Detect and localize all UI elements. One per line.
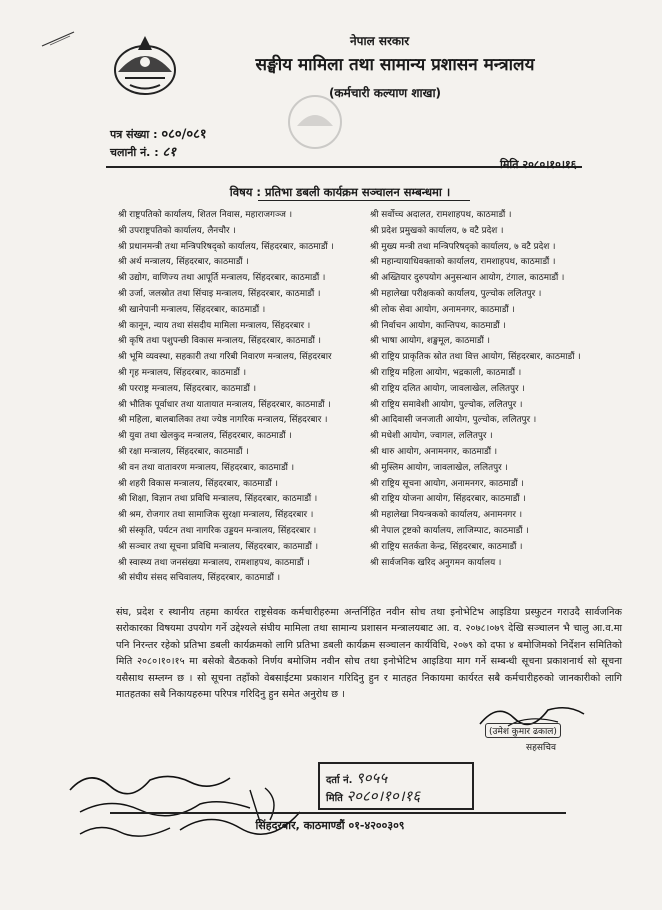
recipient-item: श्री श्रम, रोजगार तथा सामाजिक सुरक्षा मन्त्रालय, सिंहदरबार । <box>118 510 314 521</box>
signatory-title: सहसचिव <box>526 743 556 753</box>
registry-date-value: २०८०।१०।१६ <box>346 787 421 805</box>
subject-line: विषय : प्रतिभा डबली कार्यक्रम सञ्चालन सम्बन्धमा । <box>229 185 451 199</box>
recipient-item: श्री महान्यायाधिवक्ताको कार्यालय, रामशाहपथ, काठमाडौं । <box>370 257 556 268</box>
registry-stamp <box>318 762 474 810</box>
subject-underline <box>258 200 470 201</box>
recipient-item: श्री भूमि व्यवस्था, सहकारी तथा गरिबी निवारण मन्त्रालय, सिंहदरबार <box>118 352 332 363</box>
recipient-item: श्री रक्षा मन्त्रालय, सिंहदरबार, काठमाडौं । <box>118 446 249 457</box>
recipient-item: श्री थारु आयोग, अनामनगर, काठमाडौं । <box>370 446 498 457</box>
section-name: (कर्मचारी कल्याण शाखा) <box>328 86 442 100</box>
letter-number-value: ०८०/०८१ <box>161 127 207 142</box>
recipient-item: श्री अख्तियार दुरुपयोग अनुसन्धान आयोग, टंगाल, काठमाडौं । <box>370 273 565 284</box>
recipient-item: श्री संस्कृति, पर्यटन तथा नागरिक उड्डयन मन्त्रालय, सिंहदरबार । <box>118 525 317 536</box>
signatory-name: (उमेश कुमार ढकाल) <box>485 723 561 738</box>
recipient-item: श्री भौतिक पूर्वाधार तथा यातायात मन्त्रालय, सिंहदरबार, काठमाडौं । <box>118 399 331 410</box>
recipient-item: श्री कानून, न्याय तथा संसदीय मामिला मन्त्रालय, सिंहदरबार । <box>118 320 311 331</box>
recipient-item: श्री नेपाल ट्रष्टको कार्यालय, लाजिम्पाट, काठमाडौं । <box>370 525 529 536</box>
recipient-item: श्री महालेखा नियन्त्रकको कार्यालय, अनामनगर । <box>370 510 523 521</box>
recipient-item: श्री राष्ट्रिय सूचना आयोग, अनामनगर, काठमाडौं । <box>370 478 524 489</box>
registry-number-label: दर्ता नं. <box>326 775 353 786</box>
ministry-name: सङ्घीय मामिला तथा सामान्य प्रशासन मन्त्रालय <box>255 55 535 75</box>
recipient-item: श्री लोक सेवा आयोग, अनामनगर, काठमाडौं । <box>370 304 515 315</box>
recipient-item: श्री शहरी विकास मन्त्रालय, सिंहदरबार, काठमाडौं । <box>118 478 278 489</box>
registry-date-label: मिति <box>326 793 343 804</box>
faded-seal-icon <box>285 92 345 152</box>
recipient-item: श्री संघीय संसद सचिवालय, सिंहदरबार, काठमाडौं । <box>118 573 281 584</box>
recipient-item: श्री युवा तथा खेलकुद मन्त्रालय, सिंहदरबार, काठमाडौं । <box>118 431 292 442</box>
recipient-item: श्री मुस्लिम आयोग, जावलाखेल, ललितपुर । <box>370 462 508 473</box>
recipient-item: श्री भाषा आयोग, शङ्खमूल, काठमाडौं । <box>370 336 491 347</box>
recipient-item: श्री प्रदेश प्रमुखको कार्यालय, ७ वटै प्रदेश । <box>370 225 504 236</box>
recipient-item: श्री सञ्चार तथा सूचना प्रविधि मन्त्रालय, सिंहदरबार, काठमाडौं । <box>118 541 319 552</box>
footer-divider <box>110 812 566 814</box>
recipient-item: श्री उद्योग, वाणिज्य तथा आपूर्ति मन्त्रालय, सिंहदरबार, काठमाडौं । <box>118 273 326 284</box>
recipient-item: श्री राष्ट्रिय सतर्कता केन्द्र, सिंहदरबार, काठमाडौं । <box>370 541 523 552</box>
recipient-item: श्री अर्थ मन्त्रालय, सिंहदरबार, काठमाडौं । <box>118 257 249 268</box>
recipient-item: श्री राष्ट्रपतिको कार्यालय, शितल निवास, महाराजगञ्ज । <box>118 210 293 220</box>
recipient-item: श्री उर्जा, जलस्रोत तथा सिंचाइ मन्त्रालय, सिंहदरबार, काठमाडौं । <box>118 288 321 299</box>
recipient-item: श्री राष्ट्रिय महिला आयोग, भद्रकाली, काठमाडौं । <box>370 367 522 378</box>
recipient-item: श्री प्रधानमन्त्री तथा मन्त्रिपरिषद्को कार्यालय, सिंहदरबार, काठमाडौं । <box>118 241 334 252</box>
pen-mark-icon <box>40 30 76 48</box>
letter-date: मिति २०८०।१०।१६ <box>500 158 577 171</box>
recipient-item: श्री स्वास्थ्य तथा जनसंख्या मन्त्रालय, रामशाहपथ, काठमाडौं । <box>118 557 310 568</box>
government-name: नेपाल सरकार <box>350 34 410 48</box>
letter-number-label: पत्र संख्या : <box>110 128 158 141</box>
recipient-item: श्री महालेखा परीक्षकको कार्यालय, पुल्चोक ललितपुर । <box>370 288 542 299</box>
body-paragraph: संघ, प्रदेश र स्थानीय तहमा कार्यरत राष्ट्रसेवक कर्मचारीहरुमा अन्तर्निहित नवीन सोच तथा इनोभेटिभ आइडिया प्रस्फुटन गराउदै सार्वजनिक सरोकारका विषयमा उपयोग गर्ने उद्देश्यले संघीय मामिला तथा सामान्य प्रशासन मन्त्रालयबाट आ. व. २०७८।०७९ देखि सञ्चालन भै चालु आ.व.मा पनि निरन्तर रहेको प्रतिभा डबली कार्यक्रमको लागि प्रतिभा डबली कार्यक्रम सञ्चालन कार्यविधि, २०७९ को दफा ४ बमोजिमको निर्देशन समितिको मिति २०८०।१०।१५ मा बसेको बैठकको निर्णय बमोजिम नवीन सोच तथा इनोभेटिभ आइडिया माग गर्ने सम्बन्धी सूचना प्रकाशनार्थ सो सूचना यसैसाथ सम्लग्न छ । सो सूचना तहाँको वेबसाईटमा प्रकाशन गरिदिनु हुन र मातहत निकायमा कार्यरत सबै कर्मचारीहरुको जानकारीको लागि मातहतका सबै निकायहरुमा परिपत्र गरिदिनु हुन समेत अनुरोध छ । <box>116 607 622 701</box>
dispatch-number <box>110 142 176 160</box>
recipient-item: श्री सार्वजनिक खरिद अनुगमन कार्यालय । <box>370 557 502 568</box>
recipient-item: श्री उपराष्ट्रपतिको कार्यालय, लैनचौर । <box>118 225 236 236</box>
handwritten-note-icon <box>60 760 320 850</box>
recipient-item: श्री परराष्ट्र मन्त्रालय, सिंहदरबार, काठमाडौं । <box>118 383 257 394</box>
recipient-item: श्री गृह मन्त्रालय, सिंहदरबार, काठमाडौं । <box>118 367 247 378</box>
recipient-item: श्री राष्ट्रिय दलित आयोग, जावलाखेल, ललितपुर । <box>370 383 525 394</box>
recipient-item: श्री राष्ट्रिय समावेशी आयोग, पुल्चोक, ललितपुर । <box>370 399 523 410</box>
recipient-item: श्री मुख्य मन्त्री तथा मन्त्रिपरिषद्को कार्यालय, ७ वटै प्रदेश । <box>370 241 556 252</box>
recipient-item: श्री खानेपानी मन्त्रालय, सिंहदरबार, काठमाडौं । <box>118 304 266 315</box>
letter-number <box>110 124 207 142</box>
nepal-emblem-icon <box>110 30 180 100</box>
recipient-item: श्री राष्ट्रिय प्राकृतिक स्रोत तथा वित्त आयोग, सिंहदरबार, काठमाडौं । <box>370 352 581 363</box>
recipient-item: श्री निर्वाचन आयोग, कान्तिपथ, काठमाडौं । <box>370 320 506 331</box>
recipient-item: श्री महिला, बालबालिका तथा ज्येष्ठ नागरिक मन्त्रालय, सिंहदरबार । <box>118 415 328 426</box>
dispatch-number-label: चलानी नं. : <box>110 146 159 159</box>
recipient-item: श्री शिक्षा, विज्ञान तथा प्रविधि मन्त्रालय, सिंहदरबार, काठमाडौं । <box>118 494 318 505</box>
recipient-item: श्री राष्ट्रिय योजना आयोग, सिंहदरबार, काठमाडौं । <box>370 494 526 505</box>
recipient-item: श्री आदिवासी जनजाती आयोग, पुल्चोक, ललितपुर । <box>370 415 537 426</box>
recipients-left-column <box>118 208 334 587</box>
recipient-item: श्री वन तथा वातावरण मन्त्रालय, सिंहदरबार, काठमाडौं । <box>118 462 295 473</box>
recipient-item: श्री सर्वोच्च अदालत, रामशाहपथ, काठमाडौं । <box>370 210 512 220</box>
recipient-item: श्री मधेशी आयोग, ज्वागल, ललितपुर । <box>370 431 493 442</box>
registry-number-value: ९०५५ <box>355 769 388 787</box>
footer-address: सिंहदरबार, काठमाण्डौं ०१-४२००३०९ <box>255 819 405 832</box>
dispatch-number-value: ८१ <box>162 145 176 160</box>
recipients-right-column <box>370 208 581 571</box>
recipient-item: श्री कृषि तथा पशुपन्छी विकास मन्त्रालय, सिंहदरबार, काठमाडौं । <box>118 336 321 347</box>
